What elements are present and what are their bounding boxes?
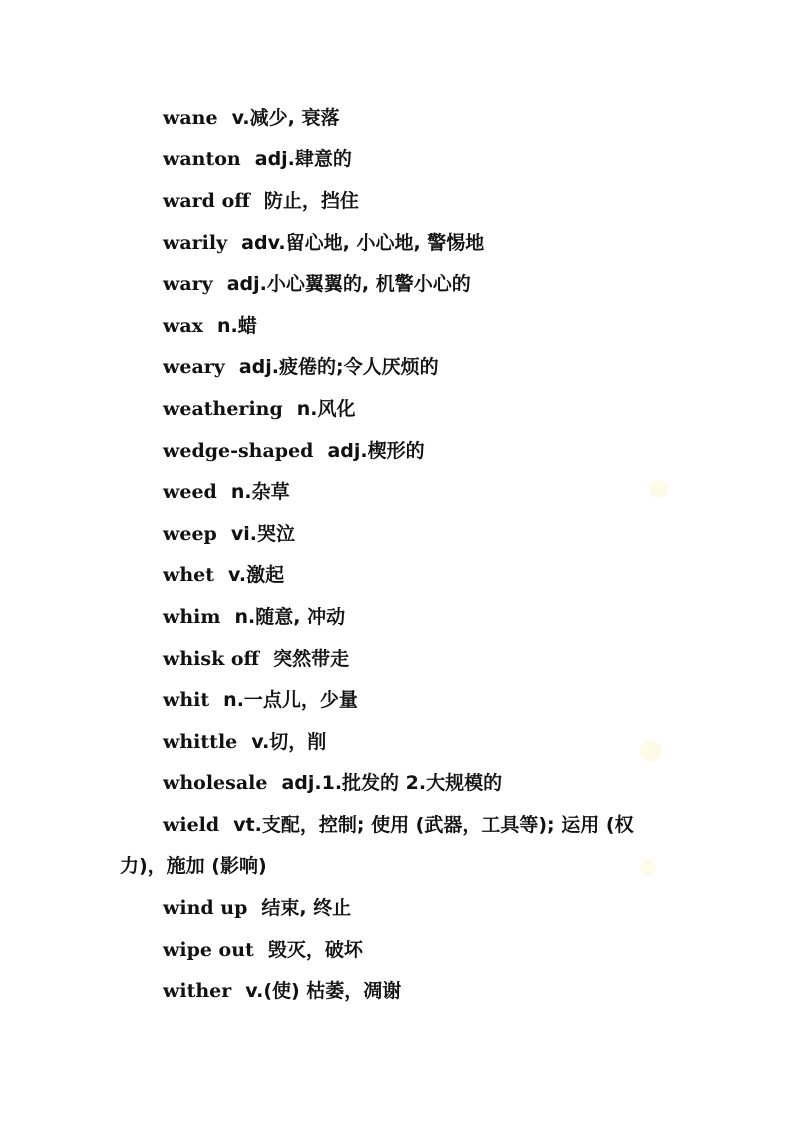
vocab-word: whit	[163, 689, 210, 711]
vocab-entry	[163, 189, 359, 213]
vocab-word: whisk off	[163, 648, 260, 670]
vocab-word: weep	[163, 523, 217, 545]
vocab-word: weary	[163, 356, 225, 378]
vocab-word: wholesale	[163, 772, 268, 794]
vocab-definition: adv.留心地, 小心地, 警惕地	[241, 232, 485, 254]
vocab-word: wanton	[163, 148, 241, 170]
vocab-entry	[163, 938, 363, 962]
vocab-definition: v.(使) 枯萎，凋谢	[245, 980, 402, 1002]
vocab-word: weathering	[163, 398, 283, 420]
vocab-definition: v.切，削	[251, 731, 327, 753]
vocab-entry	[163, 605, 345, 629]
vocab-word: whittle	[163, 731, 238, 753]
vocab-definition: n.风化	[296, 398, 356, 420]
vocab-word: wind up	[163, 897, 248, 919]
vocab-word: wax	[163, 315, 203, 337]
vocab-word: ward off	[163, 190, 250, 212]
vocab-word: wane	[163, 107, 218, 129]
vocab-definition: adj.疲倦的;令人厌烦的	[238, 356, 439, 378]
vocab-entry	[163, 439, 425, 463]
vocab-word: wipe out	[163, 939, 254, 961]
vocab-entry	[163, 647, 349, 671]
vocab-definition-continuation	[120, 854, 267, 878]
vocab-entry	[163, 522, 295, 546]
vocab-definition: n.蜡	[217, 315, 257, 337]
vocab-word: whim	[163, 606, 221, 628]
vocab-definition: n.杂草	[230, 481, 290, 503]
vocab-definition: adj.楔形的	[327, 440, 425, 462]
vocab-definition: 结束, 终止	[261, 897, 352, 919]
vocab-definition: 突然带走	[273, 648, 350, 670]
vocab-word: wither	[163, 980, 232, 1002]
vocab-entry	[163, 730, 326, 754]
vocab-definition-cont: 力)，施加 (影响)	[120, 855, 267, 877]
vocab-definition: n.一点儿，少量	[223, 689, 358, 711]
vocab-entry	[163, 314, 257, 338]
vocab-definition: n.随意, 冲动	[234, 606, 346, 628]
vocab-definition: v.激起	[228, 564, 285, 586]
vocab-entry	[163, 147, 352, 171]
vocab-entry	[163, 106, 339, 130]
vocab-entry	[163, 563, 284, 587]
vocab-entry	[163, 979, 401, 1003]
background-speck	[650, 480, 668, 498]
vocab-definition: 防止，挡住	[263, 190, 359, 212]
vocab-entry	[163, 896, 351, 920]
vocab-entry	[163, 771, 502, 795]
vocab-word: wield	[163, 814, 220, 836]
vocab-word: warily	[163, 232, 228, 254]
background-speck	[640, 740, 662, 762]
vocab-definition: adj.1.批发的 2.大规模的	[281, 772, 503, 794]
vocab-definition: 毁灭，破坏	[267, 939, 363, 961]
vocab-entry	[163, 272, 471, 296]
vocab-entry	[163, 397, 356, 421]
vocab-definition: vt.支配，控制; 使用 (武器，工具等); 运用 (权	[233, 814, 634, 836]
vocab-word: wedge-shaped	[163, 440, 314, 462]
vocab-entry	[163, 480, 290, 504]
vocab-word: weed	[163, 481, 217, 503]
vocab-entry	[163, 355, 439, 379]
vocab-definition: vi.哭泣	[230, 523, 295, 545]
vocab-word: whet	[163, 564, 215, 586]
vocab-definition: v.减少, 衰落	[231, 107, 340, 129]
vocab-entry	[163, 813, 634, 837]
background-speck	[640, 860, 656, 876]
vocab-definition: adj.小心翼翼的, 机警小心的	[226, 273, 471, 295]
vocab-definition: adj.肆意的	[254, 148, 352, 170]
vocab-entry	[163, 231, 484, 255]
vocab-word: wary	[163, 273, 213, 295]
vocab-entry	[163, 688, 358, 712]
